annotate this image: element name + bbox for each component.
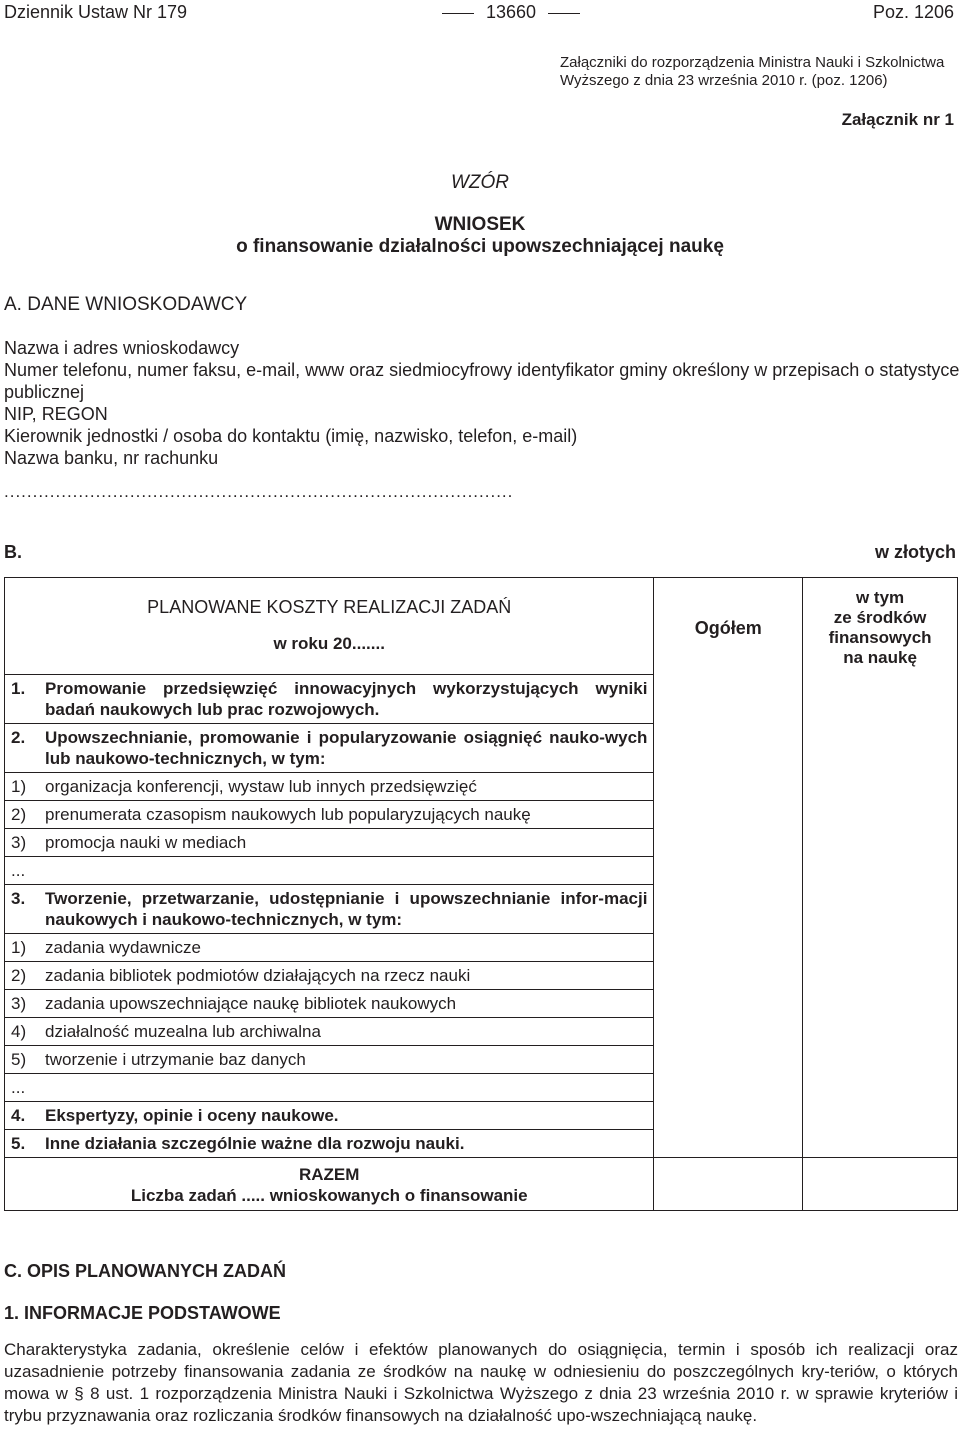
table-row <box>5 1130 654 1158</box>
section-a-line: Nazwa banku, nr rachunku <box>4 448 219 468</box>
row-number: 5. <box>11 1134 26 1153</box>
table-row <box>5 724 654 773</box>
row-text: zadania upowszechniające naukę bibliotek naukowych <box>45 994 457 1013</box>
total-label: RAZEM <box>298 1165 360 1184</box>
column-total <box>654 578 803 1158</box>
task-count-label: Liczba zadań ..... wnioskowanych o finansowanie <box>130 1186 528 1205</box>
row-text: zadania bibliotek podmiotów działających na rzecz nauki <box>45 966 471 985</box>
title-line1: WNIOSEK <box>434 214 526 235</box>
row-number: 2. <box>11 728 26 747</box>
row-text: organizacja konferencji, wystaw lub innych przedsięwzięć <box>45 777 477 796</box>
journal-title: Dziennik Ustaw Nr 179 <box>4 2 188 22</box>
table-year: w roku 20....... <box>273 634 385 653</box>
section-a-line: Kierownik jednostki / osoba do kontaktu (imię, nazwisko, telefon, e-mail) <box>4 426 578 446</box>
section-a-lines <box>4 337 960 469</box>
attachment-note-line1: Załączniki do rozporządzenia Ministra Nauki i Szkolnictwa <box>560 54 945 71</box>
section-a-line: Nazwa i adres wnioskodawcy <box>4 338 240 358</box>
row-number: 2) <box>11 805 27 824</box>
dash-right <box>548 13 580 14</box>
row-number: 1) <box>11 777 27 796</box>
table-row <box>5 1074 654 1102</box>
dash-left <box>442 13 474 14</box>
row-number: 1) <box>11 938 27 957</box>
fill-in-dots: ......................................................................................... <box>4 482 514 501</box>
total-cell <box>654 1158 803 1211</box>
column-science-funds-line: na naukę <box>843 648 917 667</box>
row-number: 4) <box>11 1022 27 1041</box>
row-text: Tworzenie, przetwarzanie, udostępnianie i upowszechnianie infor-macji naukowych i naukowo-technicznych, w tym: <box>45 889 648 929</box>
table-row <box>5 675 654 724</box>
column-science-funds-line: finansowych <box>828 628 932 647</box>
row-number: 5) <box>11 1050 27 1069</box>
column-science-funds-header <box>803 578 957 668</box>
table-header-label <box>5 578 654 675</box>
column-science-funds-line: w tym <box>855 588 905 607</box>
table-total-row <box>5 1158 654 1211</box>
row-text: działalność muzealna lub archiwalna <box>45 1022 321 1041</box>
table-row <box>5 885 654 934</box>
attachment-note <box>560 54 960 90</box>
section-a-line: NIP, REGON <box>4 404 108 424</box>
page-number-text: 13660 <box>486 2 537 22</box>
column-science-funds <box>803 578 958 1158</box>
table-row <box>5 1102 654 1130</box>
row-text: Promowanie przedsięwzięć innowacyjnych wykorzystujących wyniki badań naukowych lub prac rozwojowych. <box>45 679 648 719</box>
row-number: ... <box>11 1078 26 1097</box>
table-row <box>5 990 654 1018</box>
row-number: 3) <box>11 833 27 852</box>
table-row <box>5 829 654 857</box>
table-row <box>5 934 654 962</box>
row-text: Inne działania szczególnie ważne dla rozwoju nauki. <box>45 1134 465 1153</box>
attachment-number: Załącznik nr 1 <box>841 110 954 129</box>
section-c-subheading: 1. INFORMACJE PODSTAWOWE <box>4 1303 281 1323</box>
attachment-note-line2: Wyższego z dnia 23 września 2010 r. (poz. 1206) <box>560 72 888 89</box>
section-c-heading: C. OPIS PLANOWANYCH ZADAŃ <box>4 1261 287 1281</box>
section-a-line: Numer telefonu, numer faksu, e-mail, www oraz siedmiocyfrowy identyfikator gminy określony w przepisach o statystyce publicznej <box>4 360 960 402</box>
row-number: 2) <box>11 966 27 985</box>
row-number: 1. <box>11 679 26 698</box>
page-number <box>430 2 592 23</box>
table-row <box>5 857 654 885</box>
row-text: Ekspertyzy, opinie i oceny naukowe. <box>45 1106 339 1125</box>
costs-table <box>4 577 958 1211</box>
row-number: 4. <box>11 1106 26 1125</box>
currency-unit: w złotych <box>874 542 956 562</box>
row-text: zadania wydawnicze <box>45 938 201 957</box>
table-row <box>5 1046 654 1074</box>
position-number: Poz. 1206 <box>872 2 954 22</box>
row-text: Upowszechnianie, promowanie i popularyzowanie osiągnięć nauko-wych lub naukowo-technicznych, w tym: <box>45 728 648 768</box>
table-row <box>5 962 654 990</box>
row-text: tworzenie i utrzymanie baz danych <box>45 1050 306 1069</box>
section-a-heading: A. DANE WNIOSKODAWCY <box>4 294 248 315</box>
row-number: ... <box>11 861 26 880</box>
row-number: 3) <box>11 994 27 1013</box>
table-row <box>5 1018 654 1046</box>
science-funds-total-cell <box>803 1158 958 1211</box>
section-b-heading: B. <box>4 542 22 562</box>
title-line2: o finansowanie działalności upowszechniającej naukę <box>236 236 724 257</box>
row-number: 3. <box>11 889 26 908</box>
table-row <box>5 801 654 829</box>
section-c-paragraph: Charakterystyka zadania, określenie celów i efektów planowanych do osiągnięcia, termin i sposób ich realizacji oraz uzasadnienie potrzeby finansowania zadania ze środków na naukę w odniesieniu do poszczególnych kry-teriów, o których mowa w § 8 ust. 1 rozporządzenia Ministra Nauki i Szkolnictwa Wyższego z dnia 23 września 2010 r. w sprawie kryteriów i trybu przyznawania oraz rozliczania środków finansowych na działalność upo-wszechniającą naukę. <box>4 1340 958 1425</box>
table-total <box>5 1158 653 1210</box>
template-label: WZÓR <box>450 172 510 193</box>
document-title <box>0 214 960 258</box>
row-text: prenumerata czasopism naukowych lub popularyzujących naukę <box>45 805 531 824</box>
column-science-funds-line: ze środków <box>833 608 927 627</box>
row-text: promocja nauki w mediach <box>45 833 247 852</box>
table-title: PLANOWANE KOSZTY REALIZACJI ZADAŃ <box>147 597 512 617</box>
table-row <box>5 773 654 801</box>
column-total-header: Ogółem <box>694 618 762 638</box>
